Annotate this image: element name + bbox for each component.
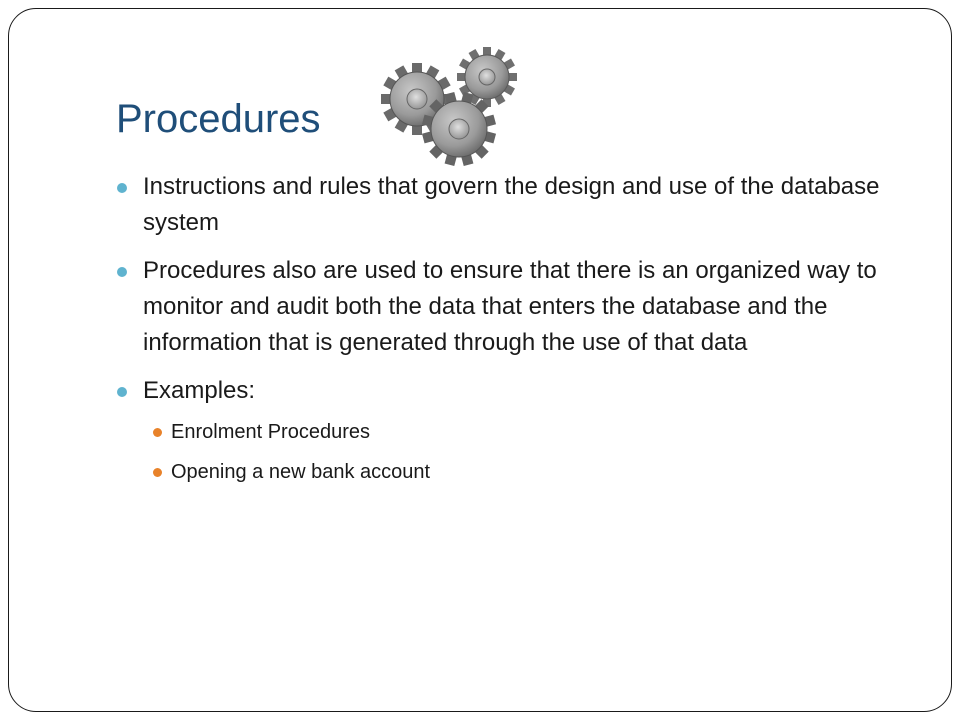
- bullet-item: [115, 253, 915, 361]
- bullet-text: Examples:: [143, 377, 256, 404]
- sub-bullet-list: [143, 417, 915, 487]
- gears-icon: [377, 43, 519, 169]
- bullet-item: [115, 169, 915, 241]
- gear-front-icon: [422, 92, 496, 166]
- bullet-text: Instructions and rules that govern the design and use of the database system: [143, 173, 880, 236]
- sub-bullet-item: [143, 417, 915, 447]
- bullet-text: Procedures also are used to ensure that there is an organized way to monitor and audit both the data that enters the database and the information that is generated through the use of that data: [143, 257, 877, 356]
- sub-bullet-text: Opening a new bank account: [171, 461, 431, 483]
- slide-title: Procedures: [116, 97, 321, 141]
- bullet-list: [115, 169, 915, 499]
- slide-frame: [8, 8, 952, 712]
- sub-bullet-text: Enrolment Procedures: [171, 421, 370, 443]
- bullet-item: [115, 373, 915, 487]
- sub-bullet-item: [143, 457, 915, 487]
